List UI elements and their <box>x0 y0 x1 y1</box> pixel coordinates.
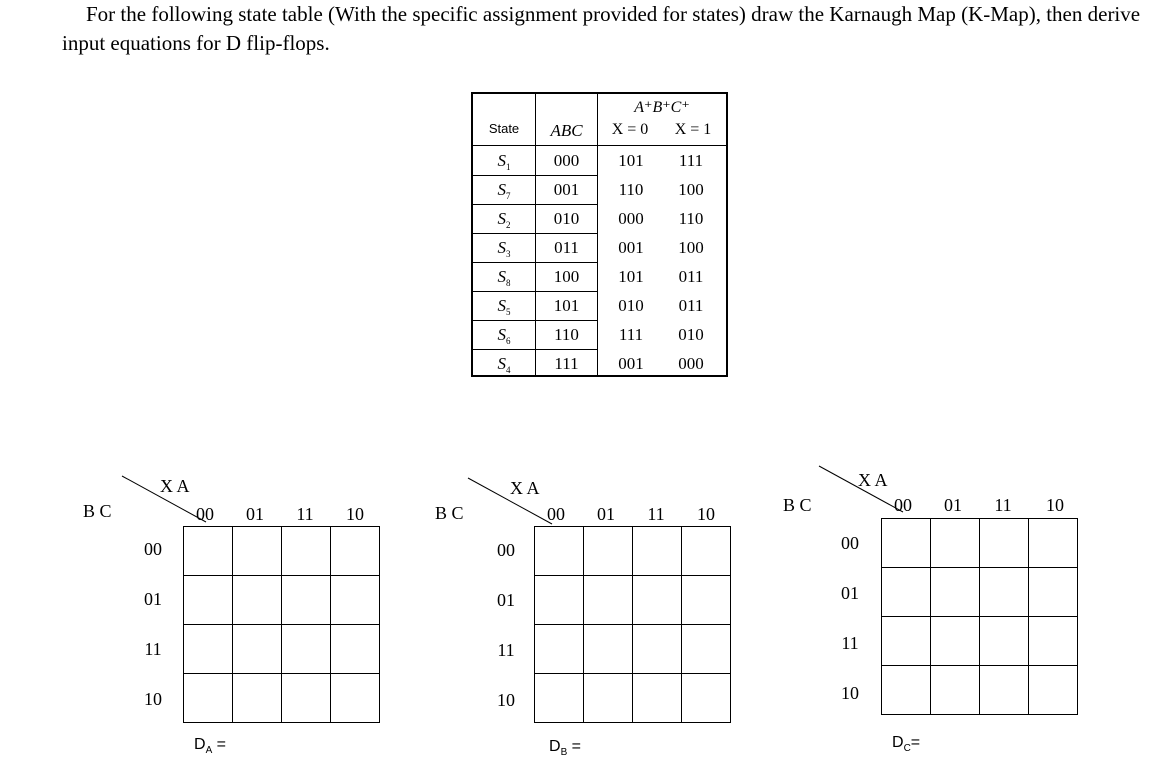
kmap-row-var: B C <box>783 495 812 515</box>
state-letter: S <box>497 209 506 228</box>
kmap-cell[interactable] <box>980 519 1029 568</box>
state-index: 7 <box>506 191 511 201</box>
kmap-cell[interactable] <box>535 625 584 674</box>
next-state-x1-cell: 111 <box>678 151 704 170</box>
present-state-cell: 001 <box>553 180 580 199</box>
state-letter: S <box>497 180 506 199</box>
kmap-col-label: 00 <box>894 495 912 515</box>
kmap-col-label: 11 <box>296 504 314 524</box>
state-name-cell <box>473 146 535 175</box>
present-state-cell: 100 <box>553 267 580 286</box>
kmap-cell[interactable] <box>184 625 233 674</box>
kmap-cell[interactable] <box>882 519 931 568</box>
equation-subscript: C <box>903 743 911 755</box>
kmap-cell[interactable] <box>584 527 633 576</box>
kmap-cell[interactable] <box>682 576 731 625</box>
kmap-cell[interactable] <box>282 625 331 674</box>
kmap-row-label: 00 <box>497 540 515 560</box>
kmap-cell[interactable] <box>682 625 731 674</box>
state-index: 3 <box>506 249 511 259</box>
equation-db <box>549 738 581 758</box>
kmap-cell[interactable] <box>1029 568 1078 617</box>
next-state-x1-cell: 011 <box>678 267 704 286</box>
state-name-cell <box>473 291 535 320</box>
equation-suffix: = <box>910 734 921 751</box>
kmap-cell[interactable] <box>682 674 731 723</box>
next-state-x0-cell: 001 <box>618 354 644 373</box>
next-state-x1-cell: 110 <box>678 209 704 228</box>
table-divider <box>597 94 598 375</box>
kmap-cell[interactable] <box>282 527 331 576</box>
problem-instruction: For the following state table (With the specific assignment provided for states) draw the Karnaugh Map (K-Map), then derive input equations for D flip-flops. <box>62 2 1141 55</box>
kmap-cell[interactable] <box>882 617 931 666</box>
kmap-cell[interactable] <box>980 666 1029 715</box>
state-name-cell <box>473 349 535 378</box>
equation-subscript: A <box>205 745 213 757</box>
kmap-cell[interactable] <box>931 568 980 617</box>
present-state-cell: 101 <box>553 296 580 315</box>
kmap-col-label: 01 <box>944 495 962 515</box>
next-state-x1-cell: 100 <box>678 238 704 257</box>
header-abc: ABC <box>550 121 583 140</box>
state-letter: S <box>497 296 506 315</box>
kmap-col-label: 11 <box>994 495 1012 515</box>
kmap-row-label: 01 <box>144 589 162 609</box>
kmap-row-var: B C <box>83 501 112 521</box>
kmap-col-label: 01 <box>597 504 615 524</box>
kmap-cell[interactable] <box>233 576 282 625</box>
kmap-row-label: 10 <box>144 689 162 709</box>
header-next-state: A⁺B⁺C⁺ <box>634 99 690 116</box>
kmap-cell[interactable] <box>633 674 682 723</box>
kmap-col-label: 11 <box>647 504 665 524</box>
kmap-cell[interactable] <box>980 617 1029 666</box>
state-letter: S <box>497 354 506 373</box>
state-index: 5 <box>506 307 511 317</box>
kmap-cell[interactable] <box>282 576 331 625</box>
kmap-col-var: X A <box>160 476 190 496</box>
next-state-x0-cell: 110 <box>618 180 644 199</box>
state-letter: S <box>497 151 506 170</box>
kmap-cell[interactable] <box>535 674 584 723</box>
kmap-cell[interactable] <box>233 625 282 674</box>
kmap-col-label: 00 <box>196 504 214 524</box>
kmap-cell[interactable] <box>331 625 380 674</box>
next-state-x0-cell: 101 <box>618 151 644 170</box>
kmap-cell[interactable] <box>882 666 931 715</box>
equation-label: D <box>892 734 904 751</box>
kmap-cell[interactable] <box>331 674 380 723</box>
equation-suffix: = <box>212 736 227 753</box>
kmap-cell[interactable] <box>633 576 682 625</box>
kmap-cell[interactable] <box>1029 617 1078 666</box>
next-state-x0-cell: 001 <box>618 238 644 257</box>
state-index: 4 <box>506 365 511 375</box>
next-state-x1-cell: 000 <box>678 354 704 373</box>
kmap-row-label: 11 <box>144 639 162 659</box>
kmap-c <box>780 462 1110 762</box>
kmap-cell[interactable] <box>282 674 331 723</box>
kmap-cell[interactable] <box>184 576 233 625</box>
kmap-col-label: 10 <box>346 504 364 524</box>
kmap-row-label: 01 <box>497 590 515 610</box>
kmap-row-label: 10 <box>841 683 859 703</box>
state-name-cell <box>473 320 535 349</box>
kmap-cell[interactable] <box>931 617 980 666</box>
next-state-x1-cell: 011 <box>678 296 704 315</box>
kmap-row-label: 00 <box>144 539 162 559</box>
header-x0: X = 0 <box>611 121 649 138</box>
kmap-cell[interactable] <box>584 576 633 625</box>
kmap-cell[interactable] <box>233 527 282 576</box>
kmap-grid <box>534 526 731 723</box>
kmap-cell[interactable] <box>633 527 682 576</box>
equation-subscript: B <box>560 747 568 759</box>
kmap-cell[interactable] <box>931 519 980 568</box>
present-state-cell: 110 <box>554 325 579 344</box>
next-state-x0-cell: 101 <box>618 267 644 286</box>
next-state-x0-cell: 000 <box>618 209 644 228</box>
present-state-cell: 010 <box>553 209 580 228</box>
state-index: 6 <box>506 336 511 346</box>
kmap-col-label: 10 <box>1046 495 1064 515</box>
header-state: State <box>488 121 520 136</box>
kmap-col-var: X A <box>858 470 888 490</box>
kmap-cell[interactable] <box>233 674 282 723</box>
kmap-cell[interactable] <box>931 666 980 715</box>
kmap-row-label: 11 <box>841 633 859 653</box>
equation-label: D <box>549 738 561 755</box>
kmap-cell[interactable] <box>331 576 380 625</box>
kmap-cell[interactable] <box>331 527 380 576</box>
kmap-col-var: X A <box>510 478 540 498</box>
state-index: 8 <box>506 278 511 288</box>
present-state-cell: 000 <box>553 151 580 170</box>
kmap-col-label: 01 <box>246 504 264 524</box>
kmap-col-label: 10 <box>697 504 715 524</box>
kmap-cell[interactable] <box>682 527 731 576</box>
kmap-row-label: 01 <box>841 583 859 603</box>
equation-suffix: = <box>567 738 582 755</box>
state-table <box>471 92 728 377</box>
state-name-cell <box>473 175 535 204</box>
next-state-x0-cell: 010 <box>618 296 644 315</box>
present-state-cell: 111 <box>554 354 579 373</box>
kmap-b <box>432 472 762 772</box>
kmap-cell[interactable] <box>184 527 233 576</box>
state-index: 1 <box>506 162 511 172</box>
kmap-cell[interactable] <box>535 576 584 625</box>
state-letter: S <box>497 325 506 344</box>
kmap-col-label: 00 <box>547 504 565 524</box>
equation-dc <box>892 734 920 754</box>
next-state-x1-cell: 010 <box>678 325 704 344</box>
kmap-cell[interactable] <box>633 625 682 674</box>
kmap-cell[interactable] <box>535 527 584 576</box>
kmap-grid <box>881 518 1078 715</box>
state-letter: S <box>497 267 506 286</box>
present-state-cell: 011 <box>554 238 579 257</box>
kmap-cell[interactable] <box>980 568 1029 617</box>
kmap-cell[interactable] <box>184 674 233 723</box>
state-name-cell <box>473 262 535 291</box>
next-state-x1-cell: 100 <box>678 180 704 199</box>
state-index: 2 <box>506 220 511 230</box>
state-letter: S <box>497 238 506 257</box>
kmap-a <box>80 468 410 768</box>
equation-label: D <box>194 736 206 753</box>
kmap-cell[interactable] <box>1029 519 1078 568</box>
kmap-grid <box>183 526 380 723</box>
header-x1: X = 1 <box>674 121 712 138</box>
kmap-cell[interactable] <box>584 625 633 674</box>
kmap-row-label: 10 <box>497 690 515 710</box>
state-name-cell <box>473 204 535 233</box>
next-state-x0-cell: 111 <box>618 325 644 344</box>
state-name-cell <box>473 233 535 262</box>
kmap-row-label: 11 <box>497 640 515 660</box>
kmap-cell[interactable] <box>882 568 931 617</box>
kmap-cell[interactable] <box>1029 666 1078 715</box>
kmap-row-var: B C <box>435 503 464 523</box>
equation-da <box>194 736 226 756</box>
kmap-cell[interactable] <box>584 674 633 723</box>
kmap-row-label: 00 <box>841 533 859 553</box>
